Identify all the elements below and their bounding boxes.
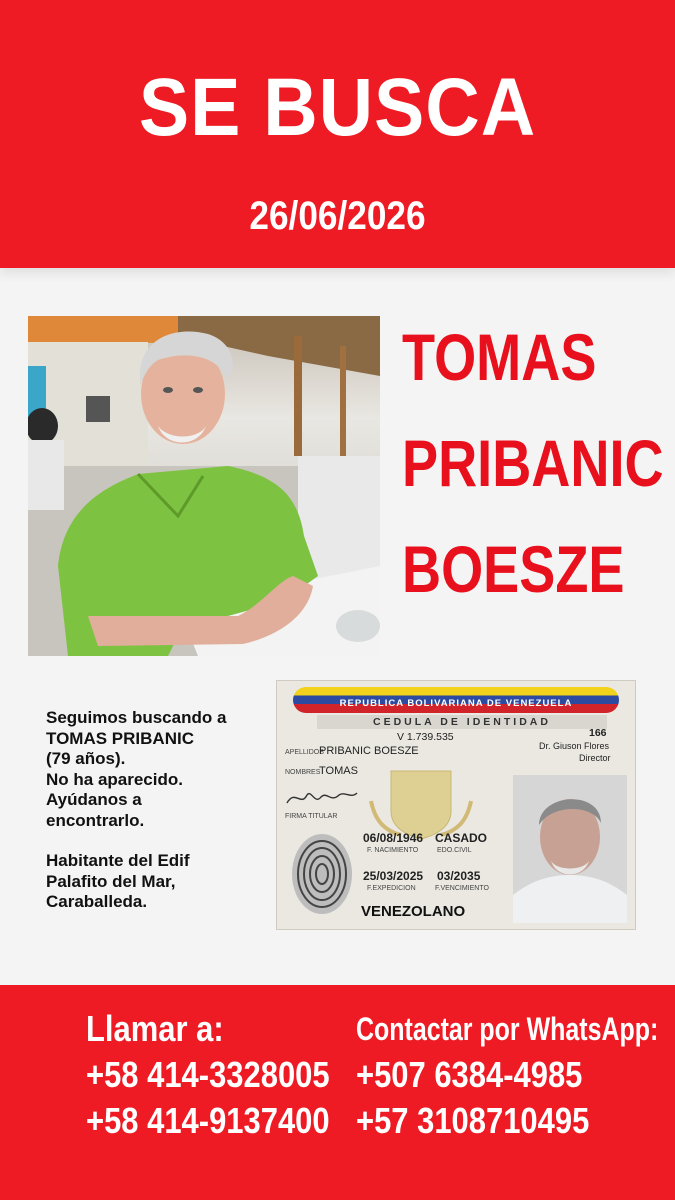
id-signature-label: FIRMA TITULAR <box>285 813 338 820</box>
residence-line: Habitante del Edif <box>46 851 190 870</box>
id-card-image <box>276 680 636 930</box>
contact-footer <box>0 985 675 1200</box>
id-doc-type: CEDULA DE IDENTIDAD <box>317 715 607 729</box>
header-banner <box>0 0 675 268</box>
call-number-2[interactable]: +58 414-9137400 <box>86 1100 330 1141</box>
signature-icon <box>285 785 359 811</box>
call-label: Llamar a: <box>86 1008 224 1049</box>
person-name-line-3: BOESZE <box>402 532 625 606</box>
residence-line: Caraballeda. <box>46 892 148 911</box>
id-birth-date: 06/08/1946 <box>363 831 424 845</box>
poster-date: 26/06/2026 <box>249 194 426 238</box>
residence-line: Palafito del Mar, <box>46 871 176 891</box>
person-name-line-1: TOMAS <box>402 320 597 394</box>
description-line: Ayúdanos a <box>46 790 142 809</box>
id-surname-label: APELLIDOS <box>285 749 324 756</box>
coat-of-arms-icon <box>361 761 481 841</box>
id-civil-status: CASADO <box>435 831 488 845</box>
id-issue-date: 25/03/2025 <box>363 869 424 883</box>
description-line: Seguimos buscando a <box>46 708 227 727</box>
id-code: 166 <box>589 727 607 739</box>
person-photo <box>28 316 380 656</box>
id-issue-label: F.EXPEDICION <box>367 885 416 892</box>
fingerprint-icon <box>287 831 357 917</box>
id-director-name: Dr. Giuson Flores <box>539 741 610 751</box>
description-line: No ha aparecido. <box>46 769 183 789</box>
id-civil-label: EDO.CIVIL <box>437 847 472 854</box>
whatsapp-label: Contactar por WhatsApp: <box>356 1011 659 1047</box>
poster-title: SE BUSCA <box>138 62 537 153</box>
id-nationality: VENEZOLANO <box>361 903 466 920</box>
id-surname: PRIBANIC BOESZE <box>319 745 419 757</box>
id-number: V 1.739.535 <box>397 731 454 743</box>
id-expiry-date: 03/2035 <box>437 869 481 883</box>
description-line: (79 años). <box>46 749 126 768</box>
id-portrait-photo <box>513 775 627 923</box>
id-expiry-label: F.VENCIMIENTO <box>435 885 489 892</box>
person-name-line-2: PRIBANIC <box>402 426 664 500</box>
description-line: TOMAS PRIBANIC <box>46 728 194 748</box>
id-director-title: Director <box>579 753 611 763</box>
id-birth-label: F. NACIMIENTO <box>367 847 419 854</box>
whatsapp-number-1[interactable]: +507 6384-4985 <box>356 1054 583 1095</box>
whatsapp-number-2[interactable]: +57 3108710495 <box>356 1100 590 1141</box>
description-line: encontrarlo. <box>46 810 145 830</box>
id-given-label: NOMBRES <box>285 769 321 776</box>
id-republic: REPUBLICA BOLIVARIANA DE VENEZUELA <box>339 698 573 709</box>
call-number-1[interactable]: +58 414-3328005 <box>86 1054 330 1095</box>
id-given: TOMAS <box>319 765 358 777</box>
description-text <box>46 708 276 913</box>
